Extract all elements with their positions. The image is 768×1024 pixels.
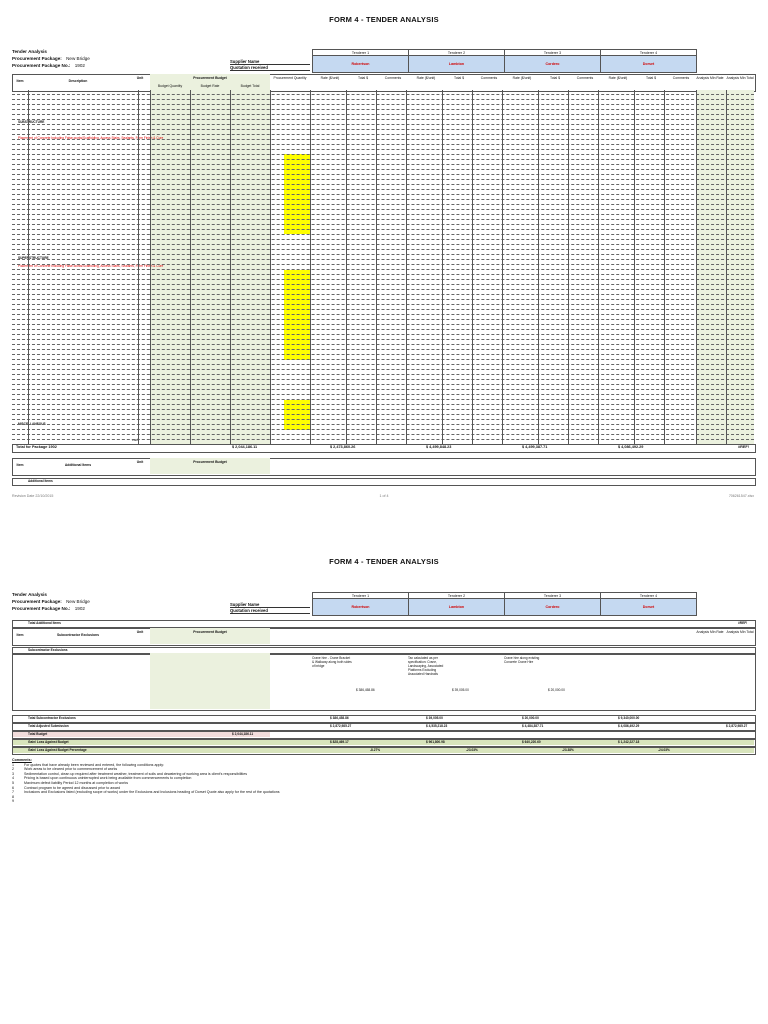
grid-row-line bbox=[12, 189, 754, 190]
t1-rate: Rate ($/unit) bbox=[320, 76, 340, 80]
red-note-1: Placement of Concrete Including False-works/Scaffolding, Access Stairs, Sealants, Form Finish & Cure bbox=[18, 136, 164, 140]
grid-row-line bbox=[12, 184, 754, 185]
tenderer-2-name-2: Lambton bbox=[409, 599, 505, 616]
grid-row-line bbox=[12, 329, 754, 330]
supplier-block-2 bbox=[230, 602, 310, 614]
grid-row-line bbox=[12, 334, 754, 335]
exclusions-subheader: Subcontractor Exclusions bbox=[28, 648, 68, 652]
grid-column-line bbox=[634, 90, 635, 444]
grid-row-line bbox=[12, 199, 754, 200]
exclusion-note-2: Tax calculated as per specification: Crane, Landscaping, Associated Platforms Excluding Associated Handrails bbox=[408, 656, 444, 676]
total-budget-label: Total Budget bbox=[28, 732, 48, 736]
exclusions-header bbox=[12, 628, 756, 646]
exclusion-note-1: Crane hire - Crane Bracket & Walkway along both sides of bridge bbox=[312, 656, 352, 668]
total-analysis-value: #REF! bbox=[738, 445, 749, 449]
grid-column-line bbox=[406, 90, 407, 444]
total-budget-value: $ 2,044,186.11 bbox=[232, 445, 258, 449]
comment-number: 9 bbox=[12, 799, 14, 804]
comment-number: 8 bbox=[12, 794, 14, 799]
t3-rate: Rate ($/unit) bbox=[512, 76, 532, 80]
exclusion-value-2: $ 39,005.00 bbox=[452, 688, 469, 692]
grid-row-line bbox=[12, 134, 754, 135]
section-superstructure: SUPERSTRUCTURE bbox=[18, 256, 49, 260]
quotation-received-label: Quotation received bbox=[230, 65, 310, 71]
grid-row-line bbox=[12, 419, 754, 420]
grid-row-line bbox=[12, 309, 754, 310]
grid-row-line bbox=[12, 359, 754, 360]
grid-column-line bbox=[230, 90, 231, 444]
gain-loss-pct-t1: -8.27% bbox=[370, 748, 381, 752]
grid-row-line bbox=[12, 159, 754, 160]
gain-loss-pct-t3: -23.38% bbox=[562, 748, 574, 752]
grid-row-line bbox=[12, 104, 754, 105]
form-title: FORM 4 - TENDER ANALYSIS bbox=[329, 15, 439, 24]
supplier-name-label: Supplier Name bbox=[230, 59, 310, 65]
supplier-name-label-2: Supplier Name bbox=[230, 602, 310, 608]
total-sub-excl-t1: $ 386,458.86 bbox=[330, 716, 349, 720]
grid-column-line bbox=[726, 90, 727, 444]
comment-text: For quotes that have already been reviewed and entered, the following conditions apply: bbox=[24, 762, 165, 767]
analysis-min-total: Analysis Min Total bbox=[726, 76, 754, 80]
grid-row-line bbox=[12, 369, 754, 370]
footer-revision-date: Revision Date 22/10/2015 bbox=[12, 494, 54, 498]
comments-block bbox=[12, 758, 754, 804]
col-budget-quantity: Budget Quantity bbox=[157, 84, 183, 88]
grid-row-line bbox=[12, 94, 754, 95]
grid-row-line bbox=[12, 399, 754, 400]
grid-row-line bbox=[12, 349, 754, 350]
grid-row-line bbox=[12, 99, 754, 100]
comment-item bbox=[12, 799, 754, 804]
comment-text: Inclusions and Exclusions listed (excluding scope of works) under the Exclusions and Inclusions heading of Dorset Quote also apply for the rest of the quotations bbox=[24, 790, 280, 795]
grid-row-line bbox=[12, 279, 754, 280]
total-t2-value: $ 4,499,848.23 bbox=[426, 445, 452, 449]
tenderer-3-name: Cordero bbox=[505, 56, 601, 73]
grid-row-line bbox=[12, 129, 754, 130]
tenderer-3-name-2: Cordero bbox=[505, 599, 601, 616]
tenderer-1-name-2: Robertson bbox=[313, 599, 409, 616]
exclusion-note-3: Crane hire along existing Concrete Crane Hire bbox=[504, 656, 540, 664]
total-budget-row bbox=[12, 731, 756, 739]
grid-row-line bbox=[12, 324, 754, 325]
total-t1-value: $ 2,473,860.26 bbox=[330, 445, 356, 449]
grid-column-line bbox=[310, 90, 311, 444]
procurement-package-no-value-2: 1902 bbox=[74, 606, 85, 611]
add-col-additional-items: Additional Items bbox=[64, 463, 92, 467]
procurement-package-no-label-2: Procurement Package No.: bbox=[12, 606, 71, 611]
grid-column-line bbox=[442, 90, 443, 444]
grid-column-line bbox=[270, 90, 271, 444]
tenderer-3-header: Tenderer 3 bbox=[505, 50, 601, 56]
gain-loss-label: Gain/ Loss Against Budget bbox=[28, 740, 69, 744]
gain-loss-pct-label: Gain/ Loss Against Budget Percentage bbox=[28, 748, 87, 752]
tenderer-4-header-2: Tenderer 4 bbox=[601, 593, 697, 599]
procurement-package-no-value: 1902 bbox=[74, 63, 85, 68]
grid-row-line bbox=[12, 114, 754, 115]
col-unit: Unit bbox=[136, 76, 144, 80]
total-sub-excl-row bbox=[12, 715, 756, 723]
exclusion-value-3: $ 20,000.00 bbox=[548, 688, 565, 692]
col-budget-total: Budget Total bbox=[240, 84, 260, 88]
excl-col-item: Item bbox=[16, 633, 24, 637]
grid-row-line bbox=[12, 274, 754, 275]
grid-row-line bbox=[12, 304, 754, 305]
grid-row-line bbox=[12, 404, 754, 405]
analysis-min-rate: Analysis Min Rate bbox=[696, 76, 724, 80]
total-adj-t2: $ 4,535,218.23 bbox=[426, 724, 448, 728]
grid-row-line bbox=[12, 344, 754, 345]
grid-row-line bbox=[12, 354, 754, 355]
gain-loss-t4: $ 1,242,227.18 bbox=[618, 740, 640, 744]
procurement-package-value-2: New Bridge bbox=[66, 599, 90, 604]
grid-row-line bbox=[12, 319, 754, 320]
procurement-package-value: New Bridge bbox=[66, 56, 90, 61]
grid-row-line bbox=[12, 394, 754, 395]
comment-text: Contract program to be agreed and discussed prior to award bbox=[24, 785, 121, 790]
add-col-unit: Unit bbox=[136, 460, 144, 464]
grid-row-line bbox=[12, 414, 754, 415]
comment-text: Maximum defect liability Period 12 months at completion of works bbox=[24, 780, 129, 785]
exclusions-detail-green bbox=[150, 653, 270, 709]
col-budget-rate: Budget Rate bbox=[200, 84, 220, 88]
grid-row-line bbox=[12, 264, 754, 265]
grid-row-line bbox=[12, 429, 754, 430]
grid-row-line bbox=[12, 164, 754, 165]
excl-col-unit: Unit bbox=[136, 630, 144, 634]
grid-row-line bbox=[12, 259, 754, 260]
comment-number: 6 bbox=[12, 785, 14, 790]
tenderer-1-header-2: Tenderer 1 bbox=[313, 593, 409, 599]
t2-rate: Rate ($/unit) bbox=[416, 76, 436, 80]
gain-loss-pct-t4: -24.03% bbox=[658, 748, 670, 752]
total-package-row bbox=[12, 444, 756, 453]
grid-row-line bbox=[12, 249, 754, 250]
tender-analysis-label-2: Tender Analysis bbox=[12, 592, 47, 597]
tender-analysis-label: Tender Analysis bbox=[12, 49, 47, 54]
excl-analysis-min-rate: Analysis Min Rate bbox=[696, 630, 724, 634]
grid-row-line bbox=[12, 289, 754, 290]
grid-row-line bbox=[12, 254, 754, 255]
grid-row-line bbox=[12, 244, 754, 245]
total-adj-t4: $ 4,086,492.29 bbox=[618, 724, 640, 728]
grid-row-line bbox=[12, 194, 754, 195]
line-items-grid bbox=[12, 90, 754, 444]
grid-row-line bbox=[12, 269, 754, 270]
grid-row-line bbox=[12, 179, 754, 180]
grid-row-line bbox=[12, 119, 754, 120]
exclusions-detail-box bbox=[12, 653, 756, 711]
tenderer-1-header: Tenderer 1 bbox=[313, 50, 409, 56]
grid-row-line bbox=[12, 389, 754, 390]
grid-column-line bbox=[538, 90, 539, 444]
total-t4-value: $ 4,086,492.29 bbox=[618, 445, 644, 449]
grid-row-line bbox=[12, 149, 754, 150]
t1-comments: Comments bbox=[384, 76, 402, 80]
red-note-2: Placement of Concrete Including False-works/Scaffolding, Access Stairs, Sealants, Form Finish & Cure bbox=[18, 264, 164, 268]
exclusion-value-1: $ 386,458.86 bbox=[356, 688, 375, 692]
grid-row-line bbox=[12, 239, 754, 240]
t2-comments: Comments bbox=[480, 76, 498, 80]
gain-loss-t2: $ 961,800.98 bbox=[426, 740, 445, 744]
grid-row-line bbox=[12, 374, 754, 375]
procurement-package-label: Procurement Package: bbox=[12, 56, 62, 61]
tenderer-header-table-2 bbox=[312, 592, 697, 616]
procurement-package-no-label: Procurement Package No.: bbox=[12, 63, 71, 68]
grid-row-line bbox=[12, 284, 754, 285]
total-sub-excl-label: Total Subcontractor Exclusions bbox=[28, 716, 76, 720]
t3-comments: Comments bbox=[576, 76, 594, 80]
grid-row-line bbox=[12, 339, 754, 340]
comment-number: 1 bbox=[12, 762, 14, 767]
grid-row-line bbox=[12, 109, 754, 110]
t4-total: Total $ bbox=[646, 76, 656, 80]
procurement-package-no bbox=[12, 63, 85, 68]
grid-row-line bbox=[12, 379, 754, 380]
excl-analysis-min-total: Analysis Min Total bbox=[726, 630, 754, 634]
grid-column-line bbox=[568, 90, 569, 444]
total-additional-ref: #REF! bbox=[738, 621, 748, 625]
comment-number: 5 bbox=[12, 780, 14, 785]
tenderer-2-header-2: Tenderer 2 bbox=[409, 593, 505, 599]
tenderer-4-header: Tenderer 4 bbox=[601, 50, 697, 56]
tenderer-4-name-2: Dorset bbox=[601, 599, 697, 616]
page-2 bbox=[0, 512, 768, 1024]
grid-row-line bbox=[12, 439, 754, 440]
tenderer-4-name: Dorset bbox=[601, 56, 697, 73]
grid-column-line bbox=[28, 90, 29, 444]
total-adj-analysis: $ 2,872,985.27 bbox=[726, 724, 748, 728]
t2-total: Total $ bbox=[454, 76, 464, 80]
grid-row-line bbox=[12, 204, 754, 205]
footer-filename: 706261547.xlsx bbox=[728, 494, 754, 498]
grid-row-line bbox=[12, 219, 754, 220]
procurement-package-label-2: Procurement Package: bbox=[12, 599, 62, 604]
quotation-received-label-2: Quotation received bbox=[230, 608, 310, 614]
grid-column-line bbox=[138, 90, 139, 444]
comment-number: 2 bbox=[12, 767, 14, 772]
procurement-package bbox=[12, 56, 90, 61]
add-col-item: Item bbox=[16, 463, 24, 467]
t1-total: Total $ bbox=[358, 76, 368, 80]
grid-row-line bbox=[12, 424, 754, 425]
section-substructure: SUBSTRUCTURE bbox=[18, 120, 45, 124]
supplier-block bbox=[230, 59, 310, 71]
gain-loss-t3: $ 640,220.60 bbox=[522, 740, 541, 744]
total-adj-t3: $ 4,484,387.71 bbox=[522, 724, 544, 728]
comments-title: Comments: bbox=[12, 758, 32, 762]
col-procurement-quantity: Procurement Quantity bbox=[273, 76, 307, 80]
tenderer-2-header: Tenderer 2 bbox=[409, 50, 505, 56]
add-col-procurement-budget: Procurement Budget bbox=[193, 460, 227, 464]
grid-column-line bbox=[696, 90, 697, 444]
total-adj-t1: $ 2,872,985.27 bbox=[330, 724, 352, 728]
tenderer-2-name: Lambton bbox=[409, 56, 505, 73]
grid-row-line bbox=[12, 234, 754, 235]
grid-row-line bbox=[12, 124, 754, 125]
grid-row-line bbox=[12, 169, 754, 170]
comment-number: 7 bbox=[12, 790, 14, 795]
tenderer-3-header-2: Tenderer 3 bbox=[505, 593, 601, 599]
grid-row-line bbox=[12, 154, 754, 155]
total-package-label: Total for Package 1902 bbox=[16, 445, 57, 449]
grid-row-line bbox=[12, 224, 754, 225]
total-additional-items-row bbox=[12, 620, 756, 628]
excl-col-procurement-budget: Procurement Budget bbox=[193, 630, 227, 634]
col-item: Item bbox=[16, 79, 24, 83]
grid-row-line bbox=[12, 314, 754, 315]
additional-items-row bbox=[12, 478, 756, 486]
col-procurement-budget: Procurement Budget bbox=[193, 76, 227, 80]
procurement-package-no-2 bbox=[12, 606, 85, 611]
comment-text: Work areas to be cleared prior to commencement of works bbox=[24, 767, 118, 772]
total-budget-amount: $ 2,044,186.11 bbox=[232, 732, 254, 736]
t4-rate: Rate ($/unit) bbox=[608, 76, 628, 80]
grid-row-line bbox=[12, 294, 754, 295]
total-sub-excl-t4: $ 9,340,000.00 bbox=[618, 716, 640, 720]
t4-comments: Comments bbox=[672, 76, 690, 80]
grid-row-line bbox=[12, 139, 754, 140]
comments-list bbox=[12, 763, 754, 804]
additional-items-label: Additional Items bbox=[28, 479, 53, 483]
tenderer-1-name: Robertson bbox=[313, 56, 409, 73]
comment-number: 3 bbox=[12, 771, 14, 776]
grid-row-line bbox=[12, 174, 754, 175]
gain-loss-pct-t2: -23.03% bbox=[466, 748, 478, 752]
comment-text: Sedimentation control, clean up required after treatment weather, treatment of soils and dewatering of working area is client's responsibilities bbox=[24, 771, 248, 776]
grid-row-line bbox=[12, 434, 754, 435]
grid-column-line bbox=[502, 90, 503, 444]
grid-row-line bbox=[12, 209, 754, 210]
grid-column-line bbox=[150, 90, 151, 444]
grid-row-line bbox=[12, 144, 754, 145]
total-adjusted-row bbox=[12, 723, 756, 731]
grid-column-line bbox=[472, 90, 473, 444]
total-t3-value: $ 4,499,387.71 bbox=[522, 445, 548, 449]
grid-column-line bbox=[598, 90, 599, 444]
t3-total: Total $ bbox=[550, 76, 560, 80]
grid-row-line bbox=[12, 384, 754, 385]
grid-column-line bbox=[346, 90, 347, 444]
gain-loss-pct-row bbox=[12, 747, 756, 755]
excl-col-subcontractor: Subcontractor Exclusions bbox=[56, 633, 99, 637]
total-additional-items-label: Total Additional Items bbox=[28, 621, 61, 625]
grid-row-line bbox=[12, 299, 754, 300]
comment-text: Pricing is based upon continuous uninterrupted work being available from commencements to completion bbox=[24, 776, 192, 781]
col-description: Description bbox=[68, 79, 88, 83]
gain-loss-t1: $ 828,469.17 bbox=[330, 740, 349, 744]
total-sub-excl-t2: $ 39,005.00 bbox=[426, 716, 443, 720]
total-sub-excl-t3: $ 20,000.00 bbox=[522, 716, 539, 720]
gain-loss-row bbox=[12, 739, 756, 747]
footer-page-number: 1 of 4 bbox=[379, 494, 389, 498]
grid-row-line bbox=[12, 214, 754, 215]
form-title-2: FORM 4 - TENDER ANALYSIS bbox=[329, 557, 439, 566]
tenderer-header-table bbox=[312, 49, 697, 73]
comment-number: 4 bbox=[12, 776, 14, 781]
each-label: each bbox=[132, 438, 139, 442]
grid-row-line bbox=[12, 364, 754, 365]
grid-column-line bbox=[190, 90, 191, 444]
grid-row-line bbox=[12, 229, 754, 230]
procurement-package-2 bbox=[12, 599, 90, 604]
additional-items-header bbox=[12, 458, 756, 476]
total-adjusted-label: Total Adjusted Submission bbox=[28, 724, 69, 728]
grid-row-line bbox=[12, 409, 754, 410]
section-miscellaneous: MISCELLANEOUS bbox=[18, 422, 46, 426]
grid-column-line bbox=[664, 90, 665, 444]
grid-column-line bbox=[376, 90, 377, 444]
